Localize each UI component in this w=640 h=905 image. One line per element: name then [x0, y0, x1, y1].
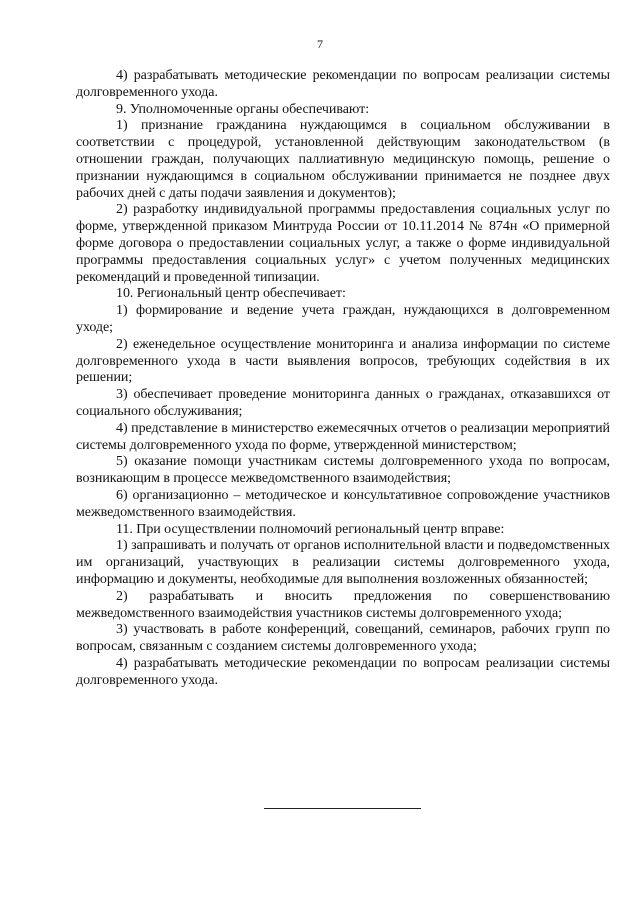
section-10-heading: 10. Региональный центр обеспечивает:: [116, 286, 346, 302]
section-9-heading: 9. Уполномоченные органы обеспечивают:: [116, 101, 370, 117]
paragraph-9-2: 2) разработку индивидуальной программы предоставления социальных услуг по форме, утвержденной приказом Минтруда России от 10.11.2014 № 874н «О примерной форме договора о предоставлении социальных услуг, а также о форме индивидуальной программы предоставления социальных услуг» с учетом полученных медицинских рекомендаций и проведенной типизации.: [76, 202, 610, 285]
paragraph-11-3: 3) участвовать в работе конференций, совещаний, семинаров, рабочих групп по вопросам, связанным с созданием системы долговременного ухода;: [76, 622, 610, 655]
paragraph-4-recommendations: 4) разрабатывать методические рекомендации по вопросам реализации системы долговременного ухода.: [76, 68, 610, 100]
page-number: 7: [317, 37, 323, 51]
document-body: [76, 68, 610, 689]
paragraph-10-5: 5) оказание помощи участникам системы долговременного ухода по вопросам, возникающим в процессе межведомственного взаимодействия;: [76, 454, 610, 487]
paragraph-11-1: 1) запрашивать и получать от органов исполнительной власти и подведомственных им организаций, участвующих в реализации системы долговременного ухода, информацию и документы, необходимые для выполнения возложенных обязанностей;: [76, 538, 610, 587]
paragraph-11-4: 4) разрабатывать методические рекомендации по вопросам реализации системы долговременного ухода.: [76, 655, 610, 688]
end-separator-line: [264, 808, 421, 809]
paragraph-10-6: 6) организационно – методическое и консультативное сопровождение участников межведомственного взаимодействия.: [76, 487, 610, 520]
paragraph-10-2: 2) еженедельное осуществление мониторинга и анализа информации по системе долговременного ухода в части выявления вопросов, требующих содействия в их решении;: [76, 336, 610, 386]
paragraph-9-1: 1) признание гражданина нуждающимся в социальном обслуживании в соответствии с процедурой, установленной действующим законодательством (в отношении граждан, получающих паллиативную медицинскую помощь, решение о признании нуждающимся в социальном обслуживании принимается не позднее двух рабочих дней с даты подачи заявления и документов);: [76, 118, 610, 201]
paragraph-11-2: 2) разрабатывать и вносить предложения по совершенствованию межведомственного взаимодействия участников системы долговременного ухода;: [76, 588, 610, 621]
paragraph-10-4: 4) представление в министерство ежемесячных отчетов о реализации мероприятий системы долговременного ухода по форме, утвержденной министерством;: [76, 420, 610, 453]
paragraph-10-3: 3) обеспечивает проведение мониторинга данных о гражданах, отказавшихся от социального обслуживания;: [76, 387, 610, 419]
section-11-heading: 11. При осуществлении полномочий региональный центр вправе:: [116, 521, 505, 537]
paragraph-10-1: 1) формирование и ведение учета граждан, нуждающихся в долговременном уходе;: [76, 303, 610, 335]
